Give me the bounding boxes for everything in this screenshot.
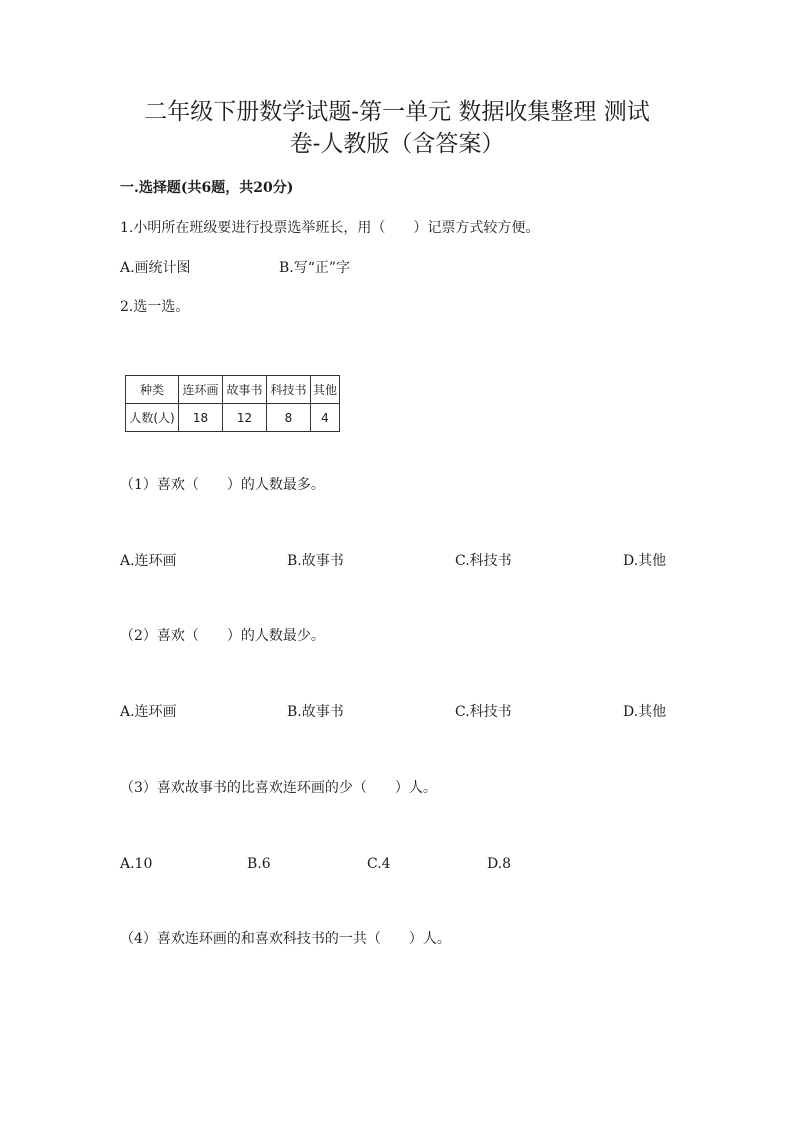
table-header-cell: 连环画 bbox=[179, 376, 223, 404]
question-2-text: 2.选一选。 bbox=[120, 299, 190, 315]
question-1-text: 1.小明所在班级要进行投票选举班长，用（ ）记票方式较方便。 bbox=[120, 220, 540, 236]
subquestion-1-option-b[interactable]: B.故事书 bbox=[287, 553, 344, 569]
table-header-cell: 种类 bbox=[126, 376, 179, 404]
subquestion-3-option-a[interactable]: A.10 bbox=[120, 856, 153, 872]
page-title bbox=[110, 96, 684, 160]
subquestion-3-option-c[interactable]: C.4 bbox=[367, 856, 391, 872]
subquestion-3-option-d[interactable]: D.8 bbox=[487, 856, 512, 872]
subquestion-1-option-d[interactable]: D.其他 bbox=[623, 553, 667, 569]
question-1-option-b[interactable]: B.写“正”字 bbox=[279, 260, 351, 276]
table-header-row bbox=[126, 376, 340, 404]
subquestion-2-option-a[interactable]: A.连环画 bbox=[120, 704, 177, 720]
page-title-line1: 二年级下册数学试题-第一单元 数据收集整理 测试 bbox=[144, 99, 650, 125]
subquestion-3-text: （3）喜欢故事书的比喜欢连环画的少（ ）人。 bbox=[120, 780, 437, 796]
subquestion-1-option-a[interactable]: A.连环画 bbox=[120, 553, 177, 569]
section-heading: 一.选择题(共6题，共20分) bbox=[120, 180, 294, 196]
subquestion-1-text: （1）喜欢（ ）的人数最多。 bbox=[120, 477, 325, 493]
question-1-option-a[interactable]: A.画统计图 bbox=[120, 260, 191, 276]
table-cell: 4 bbox=[311, 404, 340, 432]
table-cell: 12 bbox=[223, 404, 267, 432]
subquestion-4-text: （4）喜欢连环画的和喜欢科技书的一共（ ）人。 bbox=[120, 931, 451, 947]
table-row bbox=[126, 404, 340, 432]
subquestion-1-option-c[interactable]: C.科技书 bbox=[455, 553, 512, 569]
table-header-cell: 科技书 bbox=[267, 376, 311, 404]
table-cell: 8 bbox=[267, 404, 311, 432]
table-row-label: 人数(人) bbox=[126, 404, 179, 432]
subquestion-2-text: （2）喜欢（ ）的人数最少。 bbox=[120, 628, 325, 644]
subquestion-2-option-d[interactable]: D.其他 bbox=[623, 704, 667, 720]
subquestion-3-option-b[interactable]: B.6 bbox=[247, 856, 271, 872]
subquestion-2-option-b[interactable]: B.故事书 bbox=[287, 704, 344, 720]
page-title-line2: 卷-人教版（含答案） bbox=[289, 131, 505, 157]
subquestion-2-option-c[interactable]: C.科技书 bbox=[455, 704, 512, 720]
table-header-cell: 故事书 bbox=[223, 376, 267, 404]
table-header-cell: 其他 bbox=[311, 376, 340, 404]
table-cell: 18 bbox=[179, 404, 223, 432]
data-table bbox=[125, 375, 340, 432]
